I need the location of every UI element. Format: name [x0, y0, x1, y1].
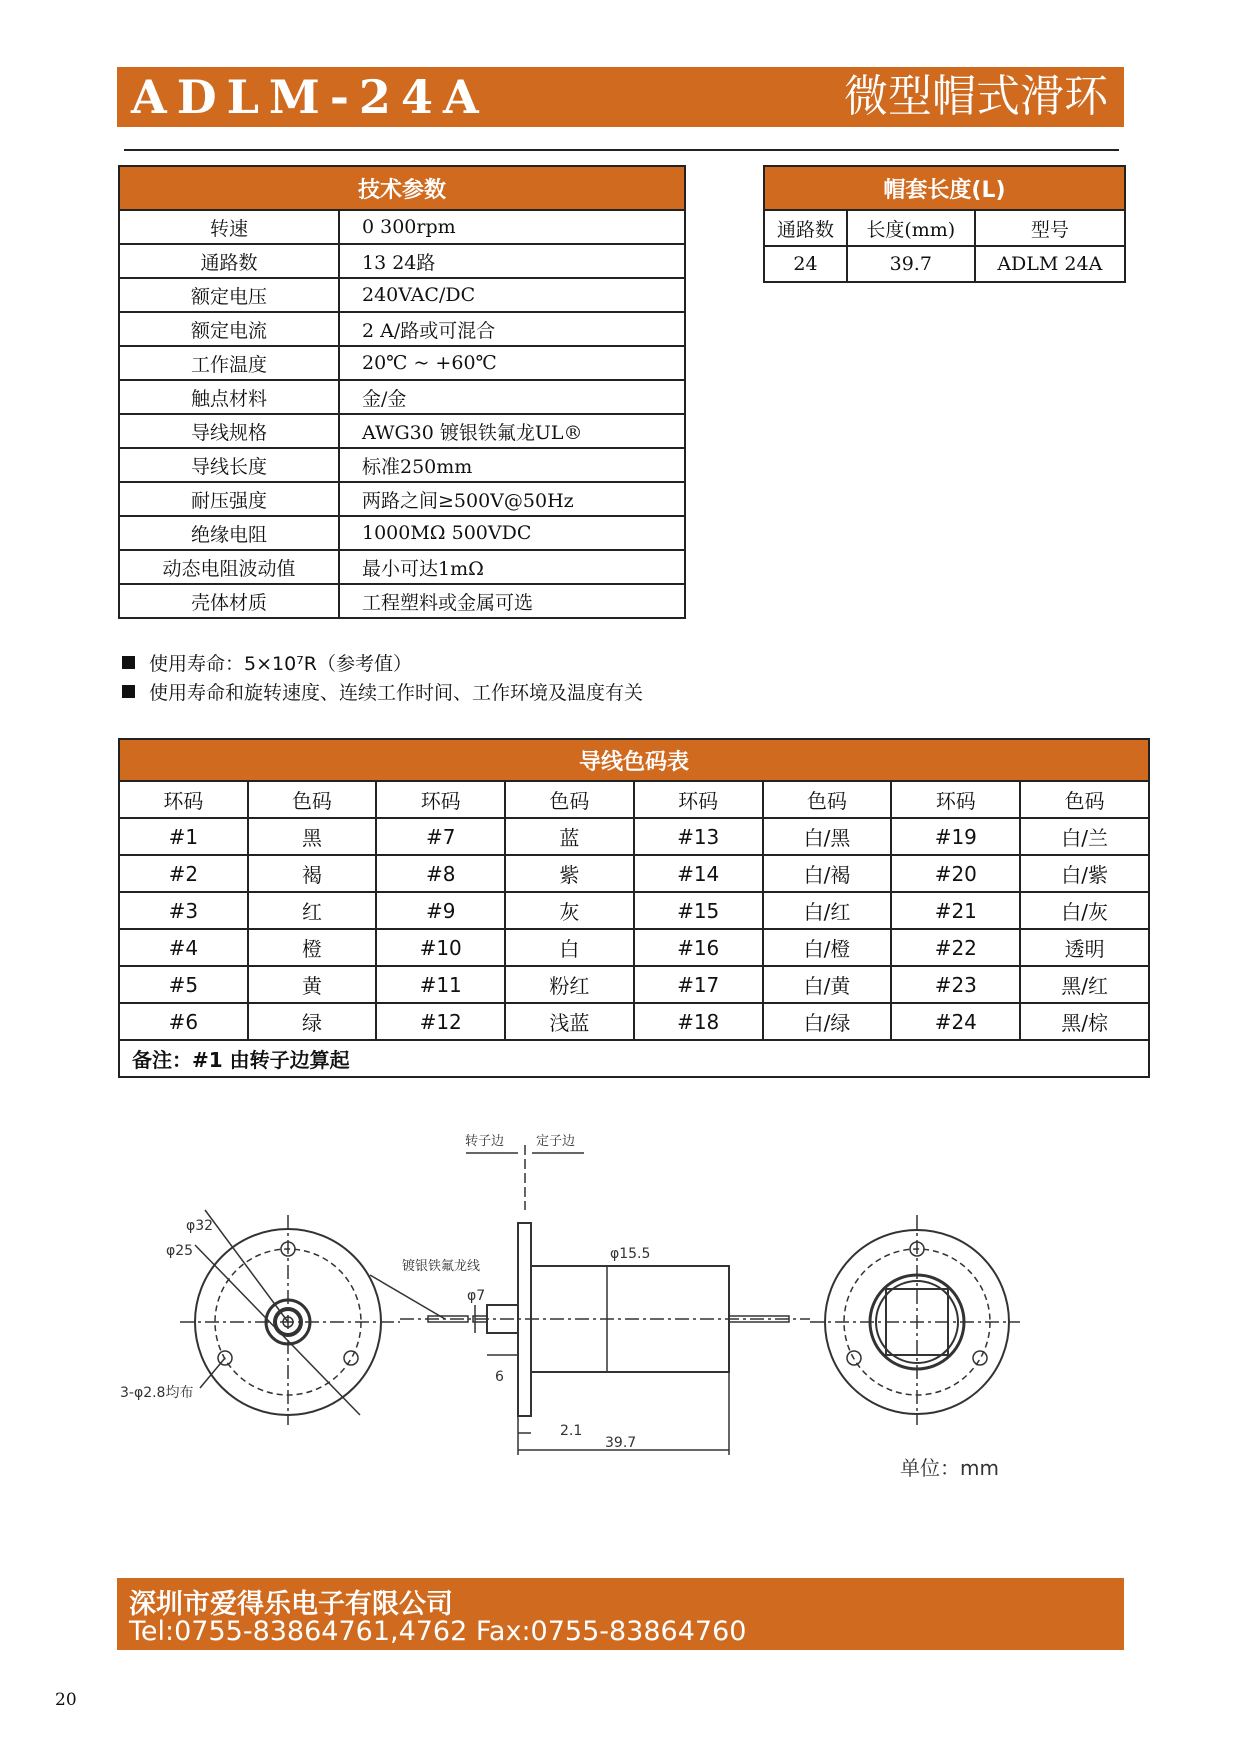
color-cell: #9	[376, 892, 505, 929]
spec-key: 壳体材质	[119, 584, 339, 618]
dim-39-7: 39.7	[605, 1435, 637, 1451]
spec-value: 13 24路	[339, 244, 685, 278]
product-title: 微型帽式滑环	[844, 71, 1108, 122]
note-item: 使用寿命：5×10⁷R（参考值）	[122, 650, 643, 679]
rotor-side-label: 转子边	[465, 1134, 505, 1149]
color-cell: #5	[119, 966, 248, 1003]
spec-value: 最小可达1mΩ	[339, 550, 685, 584]
company-name: 深圳市爱得乐电子有限公司	[129, 1589, 453, 1620]
spec-row	[119, 278, 685, 312]
color-cell: #8	[376, 855, 505, 892]
spec-value: 0 300rpm	[339, 210, 685, 244]
spec-key: 绝缘电阻	[119, 516, 339, 550]
spec-value: 两路之间≥500V@50Hz	[339, 482, 685, 516]
color-cell: 黑	[248, 818, 376, 855]
page-number: 20	[55, 1690, 77, 1710]
color-row	[119, 1003, 1149, 1040]
spec-row	[119, 346, 685, 380]
color-cell: 白/黄	[763, 966, 892, 1003]
spec-row	[119, 210, 685, 244]
color-cell: 白/橙	[763, 929, 892, 966]
spec-key: 动态电阻波动值	[119, 550, 339, 584]
spec-row	[119, 516, 685, 550]
color-cell: 白/兰	[1020, 818, 1149, 855]
spec-value: 标准250mm	[339, 448, 685, 482]
wire-color-table	[118, 738, 1150, 1078]
spec-value: 240VAC/DC	[339, 278, 685, 312]
cap-cell: 24	[764, 246, 847, 282]
spec-key: 工作温度	[119, 346, 339, 380]
color-cell: #3	[119, 892, 248, 929]
color-cell: 褐	[248, 855, 376, 892]
color-cell: 白/灰	[1020, 892, 1149, 929]
color-cell: #6	[119, 1003, 248, 1040]
color-cell: 灰	[505, 892, 633, 929]
spec-row	[119, 380, 685, 414]
color-cell: #18	[634, 1003, 763, 1040]
spec-value: AWG30 镀银铁氟龙UL®	[339, 414, 685, 448]
spec-value: 2 A/路或可混合	[339, 312, 685, 346]
spec-row	[119, 414, 685, 448]
color-header: 色码	[1020, 781, 1149, 818]
color-cell: #15	[634, 892, 763, 929]
spec-key: 导线规格	[119, 414, 339, 448]
color-row	[119, 966, 1149, 1003]
spec-key: 额定电流	[119, 312, 339, 346]
color-row	[119, 929, 1149, 966]
spec-row	[119, 584, 685, 618]
color-cell: #20	[891, 855, 1020, 892]
spec-value: 1000MΩ 500VDC	[339, 516, 685, 550]
color-row	[119, 855, 1149, 892]
dim-d7: φ7	[467, 1288, 486, 1304]
footer-bar	[117, 1578, 1124, 1650]
color-cell: 绿	[248, 1003, 376, 1040]
color-header: 环码	[634, 781, 763, 818]
notes	[122, 650, 643, 708]
color-cell: 白/红	[763, 892, 892, 929]
color-cell: 透明	[1020, 929, 1149, 966]
color-table-remark: 备注：#1 由转子边算起	[119, 1040, 1149, 1077]
color-header: 色码	[248, 781, 376, 818]
spec-row	[119, 550, 685, 584]
dim-d25: φ25	[166, 1243, 194, 1259]
color-cell: 红	[248, 892, 376, 929]
color-cell: 黑/红	[1020, 966, 1149, 1003]
color-header: 环码	[376, 781, 505, 818]
color-header: 色码	[505, 781, 633, 818]
color-cell: #22	[891, 929, 1020, 966]
cap-header: 型号	[975, 210, 1125, 246]
header-bar	[117, 67, 1124, 127]
color-row	[119, 818, 1149, 855]
spec-value: 20℃ ~ +60℃	[339, 346, 685, 380]
color-cell: 浅蓝	[505, 1003, 633, 1040]
color-cell: 白/绿	[763, 1003, 892, 1040]
dimension-drawing	[110, 1115, 1130, 1515]
spec-key: 耐压强度	[119, 482, 339, 516]
color-cell: #19	[891, 818, 1020, 855]
color-cell: 橙	[248, 929, 376, 966]
dim-2-1: 2.1	[560, 1423, 583, 1439]
color-cell: #17	[634, 966, 763, 1003]
unit-label: 单位：mm	[900, 1456, 999, 1480]
contact-info: Tel:0755-83864761,4762 Fax:0755-83864760	[129, 1616, 747, 1647]
spec-key: 转速	[119, 210, 339, 244]
color-cell: #7	[376, 818, 505, 855]
cap-cell: 39.7	[847, 246, 975, 282]
color-header-row	[119, 781, 1149, 818]
color-cell: 粉红	[505, 966, 633, 1003]
color-cell: #21	[891, 892, 1020, 929]
dim-holes: 3-φ2.8均布	[120, 1385, 194, 1401]
spec-row	[119, 244, 685, 278]
spec-title: 技术参数	[119, 166, 685, 210]
dim-d32: φ32	[186, 1218, 214, 1234]
color-cell: #1	[119, 818, 248, 855]
spec-key: 触点材料	[119, 380, 339, 414]
stator-side-label: 定子边	[536, 1134, 576, 1149]
color-cell: 白/黑	[763, 818, 892, 855]
color-cell: #13	[634, 818, 763, 855]
divider	[124, 149, 1119, 151]
spec-row	[119, 448, 685, 482]
color-header: 环码	[119, 781, 248, 818]
color-header: 色码	[763, 781, 892, 818]
dim-d15: φ15.5	[610, 1246, 651, 1262]
color-cell: 黄	[248, 966, 376, 1003]
color-cell: #10	[376, 929, 505, 966]
spec-row	[119, 312, 685, 346]
spec-value: 工程塑料或金属可选	[339, 584, 685, 618]
color-cell: 黑/棕	[1020, 1003, 1149, 1040]
spec-key: 额定电压	[119, 278, 339, 312]
color-row	[119, 892, 1149, 929]
color-cell: #4	[119, 929, 248, 966]
cap-title: 帽套长度(L)	[764, 166, 1125, 210]
color-table-title: 导线色码表	[119, 739, 1149, 781]
cap-header: 通路数	[764, 210, 847, 246]
color-cell: #14	[634, 855, 763, 892]
note-item: 使用寿命和旋转速度、连续工作时间、工作环境及温度有关	[122, 679, 643, 708]
color-cell: 白	[505, 929, 633, 966]
color-cell: 白/褐	[763, 855, 892, 892]
spec-value: 金/金	[339, 380, 685, 414]
spec-table	[118, 165, 686, 619]
color-header: 环码	[891, 781, 1020, 818]
model-name: ADLM-24A	[131, 70, 489, 124]
color-cell: #16	[634, 929, 763, 966]
cap-header: 长度(mm)	[847, 210, 975, 246]
color-cell: 蓝	[505, 818, 633, 855]
spec-key: 通路数	[119, 244, 339, 278]
bullet-square-icon	[122, 685, 135, 698]
color-cell: 白/紫	[1020, 855, 1149, 892]
cap-length-table	[763, 165, 1126, 283]
color-cell: #23	[891, 966, 1020, 1003]
color-cell: #2	[119, 855, 248, 892]
color-cell: #11	[376, 966, 505, 1003]
bullet-square-icon	[122, 656, 135, 669]
cap-cell: ADLM 24A	[975, 246, 1125, 282]
color-cell: #12	[376, 1003, 505, 1040]
color-cell: #24	[891, 1003, 1020, 1040]
dim-6: 6	[495, 1369, 504, 1385]
color-cell: 紫	[505, 855, 633, 892]
spec-row	[119, 482, 685, 516]
spec-key: 导线长度	[119, 448, 339, 482]
wire-label: 镀银铁氟龙线	[402, 1259, 481, 1274]
